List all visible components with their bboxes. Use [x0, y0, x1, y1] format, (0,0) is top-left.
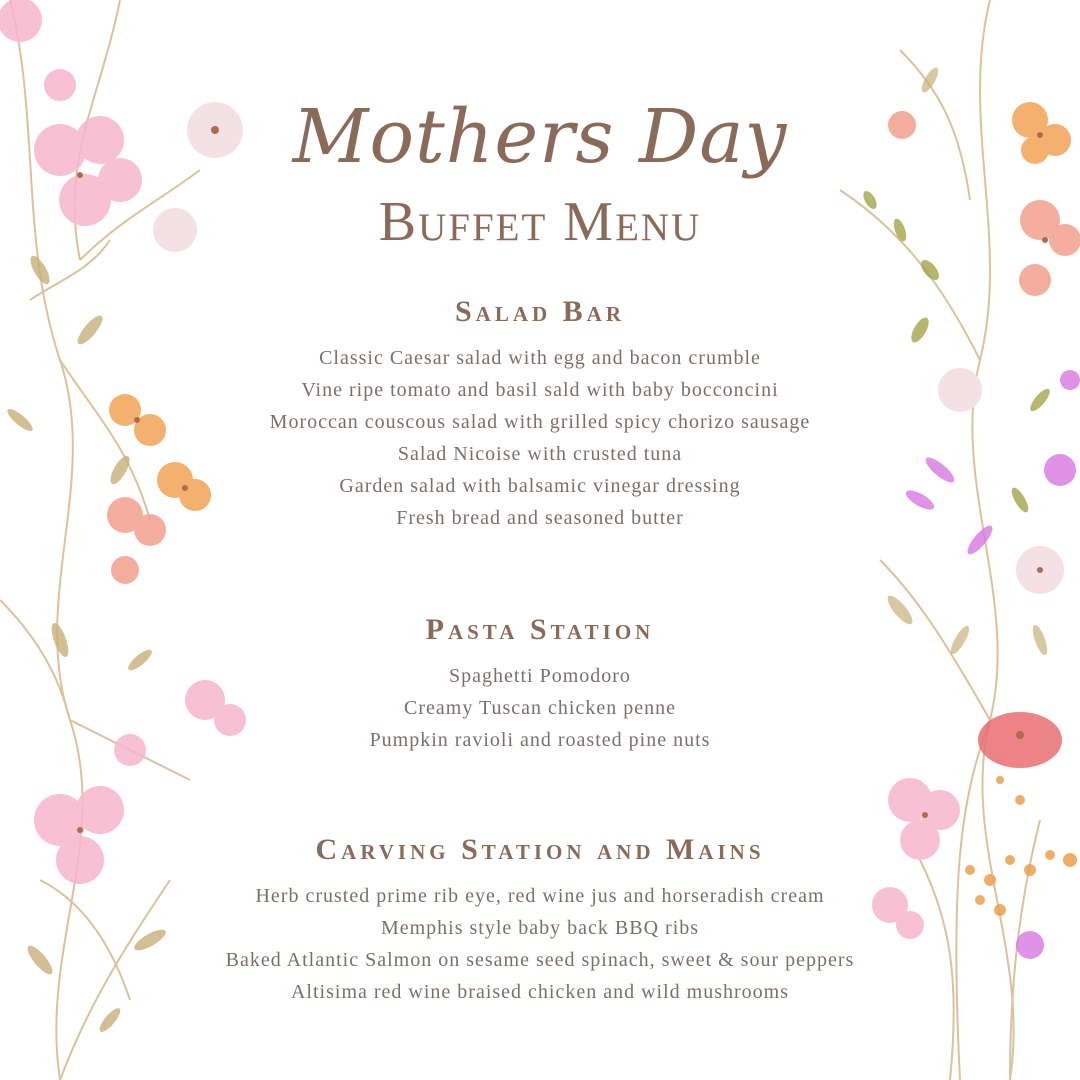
section-heading: Carving Station and Mains	[315, 833, 765, 866]
menu-item: Creamy Tuscan chicken penne	[404, 697, 676, 719]
menu-item: Salad Nicoise with crusted tuna	[397, 443, 683, 465]
menu-items-list	[180, 342, 900, 534]
menu-item: Classic Caesar salad with egg and bacon crumble	[319, 347, 761, 369]
menu-items-list	[180, 660, 900, 756]
menu-item: Fresh bread and seasoned butter	[396, 507, 684, 529]
section-salad-bar	[180, 292, 900, 534]
title-caps: Buffet Menu	[378, 191, 702, 253]
menu-item: Baked Atlantic Salmon on sesame seed spinach, sweet & sour peppers	[225, 949, 855, 971]
menu-item: Altisima red wine braised chicken and wild mushrooms	[290, 981, 789, 1003]
menu-item: Herb crusted prime rib eye, red wine jus and horseradish cream	[255, 885, 825, 907]
menu-item: Pumpkin ravioli and roasted pine nuts	[369, 729, 711, 751]
menu-item: Moroccan couscous salad with grilled spicy chorizo sausage	[269, 411, 811, 433]
section-carving-station	[180, 830, 900, 1008]
section-heading: Pasta Station	[425, 613, 655, 646]
menu-item: Memphis style baby back BBQ ribs	[380, 917, 700, 939]
menu-item: Vine ripe tomato and basil sald with baby bocconcini	[301, 379, 779, 401]
menu-items-list	[180, 880, 900, 1008]
title-script: Mothers Day	[292, 94, 788, 180]
menu-item: Spaghetti Pomodoro	[449, 665, 631, 687]
menu-item: Garden salad with balsamic vinegar dressing	[339, 475, 741, 497]
section-heading: Salad Bar	[454, 295, 626, 328]
section-pasta-station	[180, 610, 900, 756]
